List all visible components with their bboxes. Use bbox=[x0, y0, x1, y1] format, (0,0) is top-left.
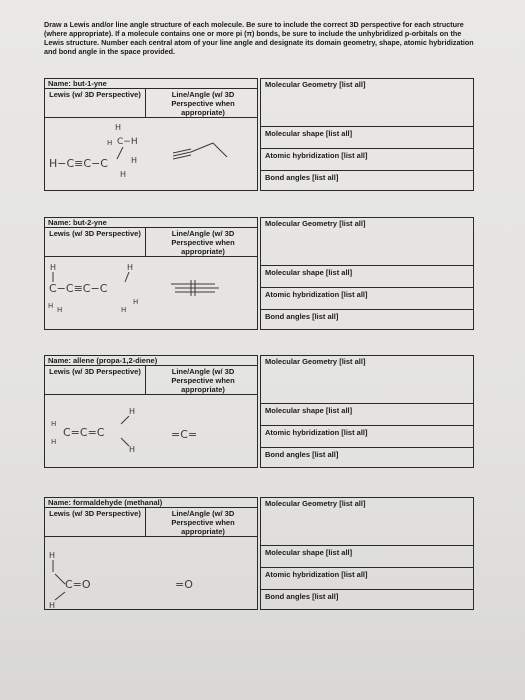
hand-h-right-1: H bbox=[131, 156, 138, 165]
molecule-name-4: Name: formaldehyde (methanal) bbox=[45, 498, 257, 508]
hybridization-cell-2: Atomic hybridization [list all] bbox=[261, 288, 473, 310]
molecule-section-4 bbox=[44, 497, 474, 612]
hand-h-5-2: H bbox=[133, 298, 139, 306]
column-divider-4 bbox=[145, 508, 146, 536]
angles-cell-3: Bond angles [list all] bbox=[265, 450, 339, 459]
hand-h-2-4: H bbox=[49, 601, 56, 610]
drawing-table-1 bbox=[44, 78, 258, 191]
shape-cell-2: Molecular shape [list all] bbox=[261, 266, 473, 288]
molecule-section-1 bbox=[44, 78, 474, 193]
header-rule-4 bbox=[45, 536, 257, 537]
hand-h-1-2: H bbox=[50, 263, 57, 272]
angles-cell-1: Bond angles [list all] bbox=[265, 173, 339, 182]
drawing-table-3 bbox=[44, 355, 258, 468]
hand-h-3-2: H bbox=[48, 302, 54, 310]
line-angle-header-1: Line/Angle (w/ 3D Perspective when appropriate) bbox=[171, 90, 235, 117]
line-angle-header-2: Line/Angle (w/ 3D Perspective when appropriate) bbox=[171, 229, 235, 256]
line-angle-header-4: Line/Angle (w/ 3D Perspective when appropriate) bbox=[171, 509, 235, 536]
molecule-name-1: Name: but-1-yne bbox=[45, 79, 257, 89]
lewis-drawing-1 bbox=[45, 119, 257, 191]
hand-h-1-4: H bbox=[49, 551, 56, 560]
hand-h-4-3: H bbox=[129, 445, 136, 454]
lewis-drawing-3 bbox=[45, 396, 257, 468]
header-rule-2 bbox=[45, 256, 257, 257]
lewis-header-4: Lewis (w/ 3D Perspective) bbox=[49, 509, 141, 518]
hand-h-4-2: H bbox=[57, 306, 63, 314]
molecule-name-2: Name: but-2-yne bbox=[45, 218, 257, 228]
instructions-text: Draw a Lewis and/or line angle structure of each molecule. Be sure to include the correct 3D perspective for each structure (where appropriate). If a molecule contains one or more pi (π) bonds, be sure to include the unhybridized p-orbitals on the Lewis structure. Number each central atom of your line angle and designate its domain geometry, shape, atomic hybridization and bond angle in the space provided. bbox=[44, 20, 474, 56]
column-divider-3 bbox=[145, 366, 146, 394]
hybridization-cell-4: Atomic hybridization [list all] bbox=[261, 568, 473, 590]
lewis-header-1: Lewis (w/ 3D Perspective) bbox=[49, 90, 141, 99]
hand-lewis-4: C=O bbox=[65, 578, 91, 591]
hand-line-3: =C= bbox=[171, 428, 198, 441]
angles-cell-2: Bond angles [list all] bbox=[265, 312, 339, 321]
hand-h-2-2: H bbox=[127, 263, 134, 272]
hand-h-6-2: H bbox=[121, 306, 127, 314]
hand-h-3-3: H bbox=[51, 438, 57, 446]
hand-lewis-2: C−C≡C−C bbox=[49, 282, 108, 295]
column-divider-1 bbox=[145, 89, 146, 117]
drawing-table-2 bbox=[44, 217, 258, 330]
properties-table-4 bbox=[260, 497, 474, 610]
hand-c-top-1: C−H bbox=[117, 137, 138, 147]
lewis-header-2: Lewis (w/ 3D Perspective) bbox=[49, 229, 141, 238]
lewis-drawing-4 bbox=[45, 538, 257, 610]
hand-line-4: =O bbox=[175, 578, 193, 591]
drawing-table-4 bbox=[44, 497, 258, 610]
angles-cell-4: Bond angles [list all] bbox=[265, 592, 339, 601]
molecule-section-2 bbox=[44, 217, 474, 332]
header-rule-3 bbox=[45, 394, 257, 395]
shape-cell-1: Molecular shape [list all] bbox=[261, 127, 473, 149]
properties-table-2 bbox=[260, 217, 474, 330]
hand-h-bottom-1: H bbox=[120, 170, 127, 179]
line-angle-header-3: Line/Angle (w/ 3D Perspective when appropriate) bbox=[171, 367, 235, 394]
hand-h-2-3: H bbox=[51, 420, 57, 428]
hybridization-cell-1: Atomic hybridization [list all] bbox=[261, 149, 473, 171]
shape-cell-3: Molecular shape [list all] bbox=[261, 404, 473, 426]
geometry-cell-3: Molecular Geometry [list all] bbox=[261, 356, 473, 404]
hand-lewis-1: H−C≡C−C bbox=[49, 157, 108, 170]
geometry-cell-2: Molecular Geometry [list all] bbox=[261, 218, 473, 266]
header-rule-1 bbox=[45, 117, 257, 118]
properties-table-1 bbox=[260, 78, 474, 191]
column-divider-2 bbox=[145, 228, 146, 256]
properties-table-3 bbox=[260, 355, 474, 468]
molecule-name-3: Name: allene (propa-1,2-diene) bbox=[45, 356, 257, 366]
hybridization-cell-3: Atomic hybridization [list all] bbox=[261, 426, 473, 448]
geometry-cell-4: Molecular Geometry [list all] bbox=[261, 498, 473, 546]
hand-h-left-1: H bbox=[107, 139, 113, 147]
lewis-header-3: Lewis (w/ 3D Perspective) bbox=[49, 367, 141, 376]
hand-lewis-3: C=C=C bbox=[63, 426, 105, 439]
shape-cell-4: Molecular shape [list all] bbox=[261, 546, 473, 568]
molecule-section-3 bbox=[44, 355, 474, 470]
geometry-cell-1: Molecular Geometry [list all] bbox=[261, 79, 473, 127]
hand-h-top-1: H bbox=[115, 123, 122, 132]
hand-h-1-3: H bbox=[129, 407, 136, 416]
lewis-drawing-2 bbox=[45, 258, 257, 330]
